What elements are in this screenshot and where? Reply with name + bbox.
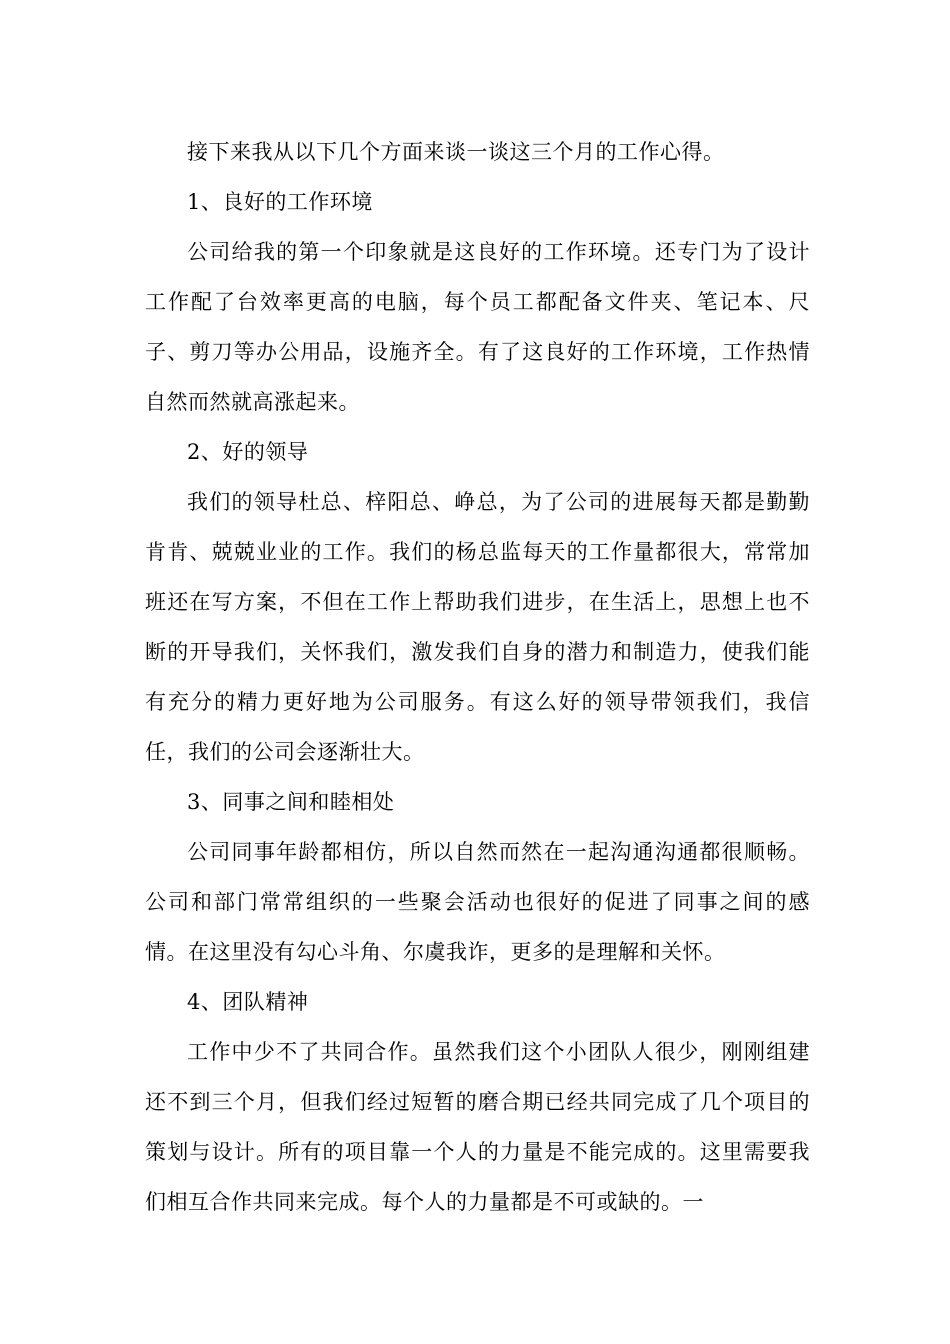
document-page (145, 127, 810, 1227)
section-body-work-environment: 公司给我的第一个印象就是这良好的工作环境。还专门为了设计工作配了台效率更高的电脑，每个员工都配备文件夹、笔记本、尺子、剪刀等办公用品，设施齐全。有了这良好的工作环境，工作热情自然而然就高涨起来。 (145, 240, 810, 414)
section-heading-leadership: 2、好的领导 (187, 440, 309, 464)
section-body-team-spirit: 工作中少不了共同合作。虽然我们这个小团队人很少，刚刚组建还不到三个月，但我们经过短暂的磨合期已经共同完成了几个项目的策划与设计。所有的项目靠一个人的力量是不能完成的。这里需要我们相互合作共同来完成。每个人的力量都是不可或缺的。一 (145, 1040, 810, 1214)
section-heading-team-spirit: 4、团队精神 (187, 990, 309, 1014)
section-body-colleagues: 公司同事年龄都相仿，所以自然而然在一起沟通沟通都很顺畅。公司和部门常常组织的一些聚会活动也很好的促进了同事之间的感情。在这里没有勾心斗角、尔虞我诈，更多的是理解和关怀。 (145, 840, 810, 964)
section-heading-colleagues: 3、同事之间和睦相处 (187, 790, 395, 814)
section-heading-work-environment: 1、良好的工作环境 (187, 190, 373, 214)
intro-paragraph: 接下来我从以下几个方面来谈一谈这三个月的工作心得。 (187, 140, 725, 164)
section-body-leadership: 我们的领导杜总、梓阳总、峥总，为了公司的进展每天都是勤勤肯肯、兢兢业业的工作。我们的杨总监每天的工作量都很大，常常加班还在写方案，不但在工作上帮助我们进步，在生活上，思想上也不断的开导我们，关怀我们，激发我们自身的潜力和制造力，使我们能有充分的精力更好地为公司服务。有这么好的领导带领我们，我信任，我们的公司会逐渐壮大。 (145, 490, 810, 764)
